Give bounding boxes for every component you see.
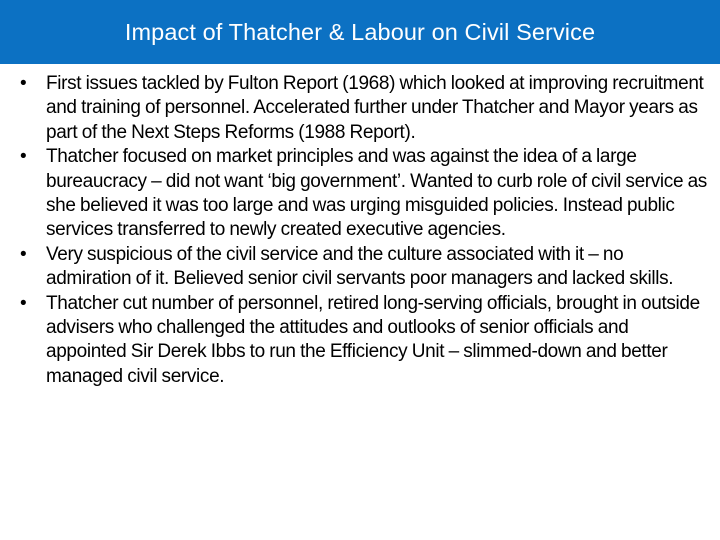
bullet-text: Thatcher focused on market principles and was against the idea of a large bureaucracy – did not want ‘big government’. Wanted to curb role of civil service as she believed it was too large and was urging misguided policies. Instead public services transferred to newly created executive agencies. — [46, 146, 707, 241]
bullet-item — [0, 292, 720, 390]
bullet-item — [0, 243, 720, 292]
bullet-text: First issues tackled by Fulton Report (1968) which looked at improving recruitment and training of personnel. Accelerated further under Thatcher and Mayor years as part of the Next Steps Reforms (1988 Report). — [46, 73, 704, 143]
bullet-dot-icon: • — [20, 73, 27, 94]
bullet-dot-icon: • — [20, 146, 27, 168]
bullet-text: Very suspicious of the civil service and the culture associated with it – no admiration of it. Believed senior civil servants poor managers and lacked skills. — [46, 243, 674, 290]
bullet-item — [0, 145, 720, 243]
bullet-list — [0, 72, 720, 389]
bullet-text: Thatcher cut number of personnel, retired long-serving officials, brought in outside advisers who challenged the attitudes and outlooks of senior officials and appointed Sir Derek Ibbs to run the Efficiency Unit – slimmed-down and better managed civil service. — [46, 292, 700, 387]
title-bar — [0, 0, 720, 64]
slide-title: Impact of Thatcher & Labour on Civil Service — [124, 18, 596, 45]
bullet-item — [0, 72, 720, 145]
bullet-dot-icon: • — [20, 292, 27, 314]
bullet-dot-icon: • — [20, 243, 27, 265]
